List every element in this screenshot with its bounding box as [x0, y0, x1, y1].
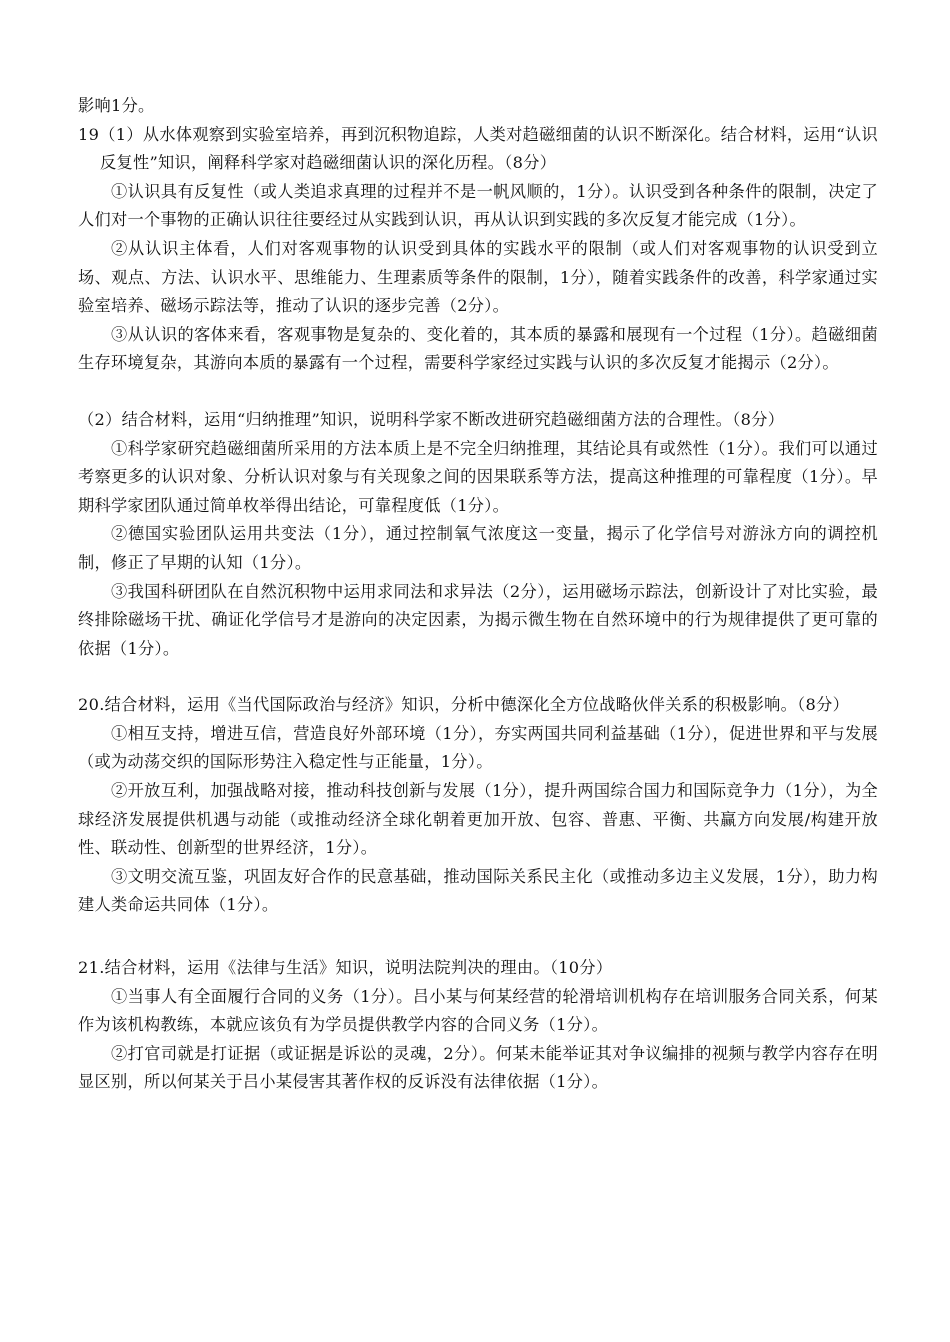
answer-20-point-1: ①相互支持，增进互信，营造良好外部环境（1分），夯实两国共同利益基础（1分），促进世界和平与发展（或为动荡交织的国际形势注入稳定性与正能量，1分）。	[78, 723, 878, 772]
answer-19-2-point-3: ③我国科研团队在自然沉积物中运用求同法和求异法（2分），运用磁场示踪法，创新设计了对比实验，最终排除磁场干扰、确证化学信号才是游向的决定因素，为揭示微生物在自然环境中的行为规律提供了更可靠的依据（1分）。	[78, 581, 878, 658]
answer-20-point-3: ③文明交流互鉴，巩固友好合作的民意基础，推动国际关系民主化（或推动多边主义发展，1分），助力构建人类命运共同体（1分）。	[78, 866, 878, 915]
answer-19-1-point-1: ①认识具有反复性（或人类追求真理的过程并不是一帆风顺的，1分）。认识受到各种条件的限制，决定了人们对一个事物的正确认识往往要经过从实践到认识，再从认识到实践的多次反复才能完成（1分）。	[78, 181, 878, 230]
answer-19-1-point-2: ②从认识主体看，人们对客观事物的认识受到具体的实践水平的限制（或人们对客观事物的认识受到立场、观点、方法、认识水平、思维能力、生理素质等条件的限制，1分），随着实践条件的改善，科学家通过实验室培养、磁场示踪法等，推动了认识的逐步完善（2分）。	[78, 238, 878, 316]
spacer	[78, 920, 878, 954]
answer-19-2-point-1: ①科学家研究趋磁细菌所采用的方法本质上是不完全归纳推理，其结论具有或然性（1分）。我们可以通过考察更多的认识对象、分析认识对象与有关现象之间的因果联系等方法，提高这种推理的可靠程度（1分）。早期科学家团队通过简单枚举得出结论，可靠程度低（1分）。	[78, 438, 878, 515]
answer-document	[78, 92, 878, 1097]
question-19-1: 19（1）从水体观察到实验室培养，再到沉积物追踪，人类对趋磁细菌的认识不断深化。结合材料，运用“认识反复性”知识，阐释科学家对趋磁细菌认识的深化历程。（8分）	[78, 124, 878, 173]
paragraph-continuation: 影响1分。	[78, 96, 155, 115]
answer-21-point-1: ①当事人有全面履行合同的义务（1分）。吕小某与何某经营的轮滑培训机构存在培训服务合同关系，何某作为该机构教练，本就应该负有为学员提供教学内容的合同义务（1分）。	[78, 986, 878, 1035]
spacer	[78, 378, 878, 406]
answer-19-2-point-2: ②德国实验团队运用共变法（1分），通过控制氧气浓度这一变量，揭示了化学信号对游泳方向的调控机制，修正了早期的认知（1分）。	[78, 524, 878, 572]
answer-21-point-2: ②打官司就是打证据（或证据是诉讼的灵魂，2分）。何某未能举证其对争议编排的视频与教学内容存在明显区别，所以何某关于吕小某侵害其著作权的反诉没有法律依据（1分）。	[78, 1043, 878, 1092]
spacer	[78, 663, 878, 691]
answer-20-point-2: ②开放互利，加强战略对接，推动科技创新与发展（1分），提升两国综合国力和国际竞争力（1分），为全球经济发展提供机遇与动能（或推动经济全球化朝着更加开放、包容、普惠、平衡、共赢方向发展/构建开放性、联动性、创新型的世界经济，1分）。	[78, 781, 878, 858]
answer-19-1-point-3: ③从认识的客体来看，客观事物是复杂的、变化着的，其本质的暴露和展现有一个过程（1分）。趋磁细菌生存环境复杂，其游向本质的暴露有一个过程，需要科学家经过实践与认识的多次反复才能揭示（2分）。	[78, 324, 878, 373]
question-19-2: （2）结合材料，运用“归纳推理”知识，说明科学家不断改进研究趋磁细菌方法的合理性。（8分）	[78, 409, 785, 429]
question-21: 21.结合材料，运用《法律与生活》知识，说明法院判决的理由。（10分）	[78, 958, 613, 978]
question-20: 20.结合材料，运用《当代国际政治与经济》知识，分析中德深化全方位战略伙伴关系的积极影响。（8分）	[78, 695, 850, 715]
